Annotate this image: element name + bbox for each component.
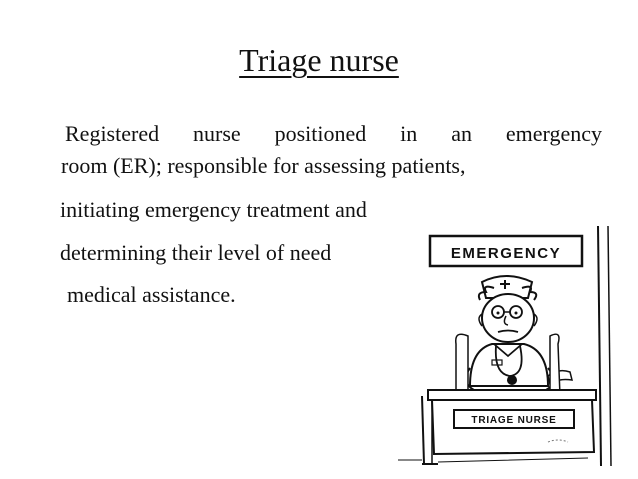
body-line-2: room (ER); responsible for assessing patients, — [61, 153, 466, 178]
slide-title-text: Triage nurse — [239, 42, 399, 78]
body-line-1: Registered nurse positioned in an emergency — [65, 121, 602, 146]
triage-nurse-cartoon — [398, 226, 626, 466]
triage-nurse-plaque-text: TRIAGE NURSE — [471, 415, 557, 426]
wall-edge — [598, 226, 601, 466]
emergency-sign-text: EMERGENCY — [450, 245, 562, 262]
chair-back — [456, 334, 468, 396]
desk-top — [428, 390, 596, 400]
body-line-4: determining their level of need — [60, 240, 332, 265]
body-line-3: initiating emergency treatment and — [60, 197, 367, 222]
wall-edge-2 — [608, 226, 611, 466]
stethoscope-chest-piece — [507, 375, 517, 385]
nurse-head — [482, 294, 534, 342]
slide-title — [0, 40, 638, 80]
body-line-5: medical assistance. — [67, 282, 236, 307]
